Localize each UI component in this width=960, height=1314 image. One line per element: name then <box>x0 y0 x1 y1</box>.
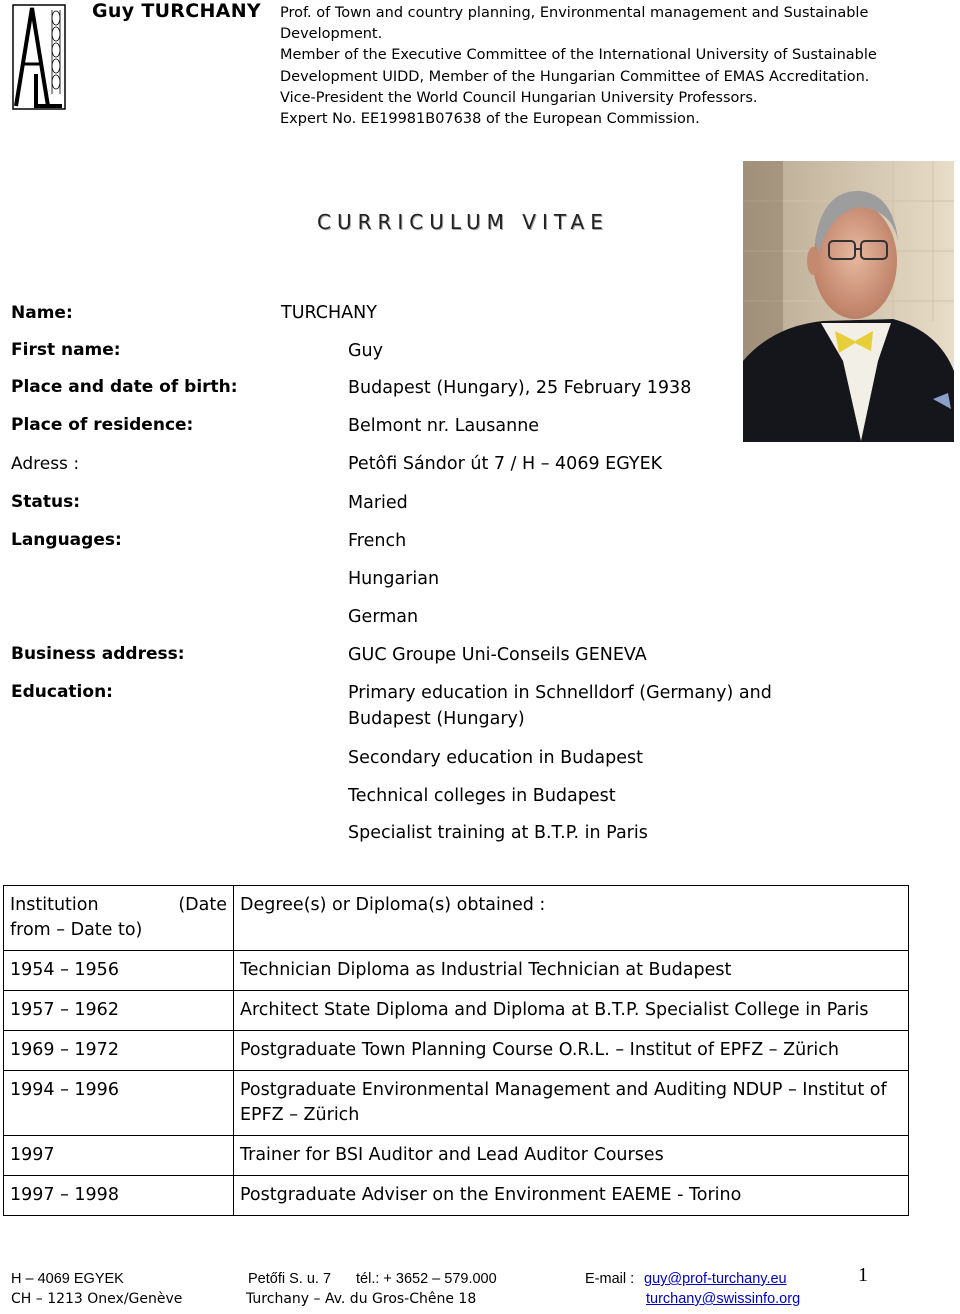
footer-email-label: E-mail : <box>585 1271 635 1287</box>
table-header-row <box>4 886 909 951</box>
languages-label: Languages: <box>11 530 122 550</box>
education-item: Specialist training at B.T.P. in Paris <box>348 823 648 843</box>
name-label: Name: <box>11 303 73 323</box>
language-item: French <box>348 531 407 551</box>
birth-label: Place and date of birth: <box>11 377 238 397</box>
language-item: German <box>348 607 419 627</box>
dates-cell: 1994 – 1996 <box>4 1071 234 1136</box>
degrees-table <box>3 885 909 1216</box>
email-link-primary[interactable]: guy@prof-turchany.eu <box>644 1271 787 1287</box>
status-label: Status: <box>11 492 80 512</box>
degree-cell: Postgraduate Adviser on the Environment EAEME - Torino <box>234 1176 909 1216</box>
degree-cell: Technician Diploma as Industrial Technician at Budapest <box>234 951 909 991</box>
header-credentials <box>280 3 900 130</box>
business-address-value: GUC Groupe Uni-Conseils GENEVA <box>348 645 647 665</box>
degree-cell: Postgraduate Environmental Management and Auditing NDUP – Institut of EPFZ – Zürich <box>234 1071 909 1136</box>
dates-cell: 1954 – 1956 <box>4 951 234 991</box>
residence-label: Place of residence: <box>11 415 194 435</box>
header-name: Guy TURCHANY <box>92 0 261 22</box>
table-row <box>4 991 909 1031</box>
education-item: Secondary education in Budapest <box>348 748 643 768</box>
first-name-value: Guy <box>348 341 384 361</box>
first-name-label: First name: <box>11 340 121 360</box>
degree-cell: Postgraduate Town Planning Course O.R.L. – Institut of EPFZ – Zürich <box>234 1031 909 1071</box>
footer-phone: tél.: + 3652 – 579.000 <box>356 1271 497 1287</box>
table-row <box>4 1031 909 1071</box>
table-row <box>4 1136 909 1176</box>
email-link-secondary[interactable]: turchany@swissinfo.org <box>646 1291 801 1307</box>
education-item: Primary education in Schnelldorf (Germany) and Budapest (Hungary) <box>348 683 772 729</box>
header-cell-degree: Degree(s) or Diploma(s) obtained : <box>234 886 909 951</box>
education-label: Education: <box>11 682 113 702</box>
address-label: Adress : <box>11 454 80 474</box>
header-line: Vice-President the World Council Hungarian University Professors. <box>280 89 758 106</box>
footer-street-hu: Petőfi S. u. 7 <box>248 1271 332 1287</box>
dates-cell: 1997 <box>4 1136 234 1176</box>
header-line: Prof. of Town and country planning, Environmental management and Sustainable Development. <box>280 5 869 43</box>
birth-value: Budapest (Hungary), 25 February 1938 <box>348 378 692 398</box>
name-value: TURCHANY <box>281 303 377 323</box>
degree-cell: Trainer for BSI Auditor and Lead Auditor Courses <box>234 1136 909 1176</box>
dates-cell: 1969 – 1972 <box>4 1031 234 1071</box>
footer-street-ch: Turchany – Av. du Gros-Chêne 18 <box>246 1291 477 1307</box>
table-row <box>4 951 909 991</box>
business-address-label: Business address: <box>11 644 185 664</box>
table-row <box>4 1071 909 1136</box>
table-row <box>4 1176 909 1216</box>
footer-address-hu: H – 4069 EGYEK <box>11 1271 124 1287</box>
footer-address-ch: CH – 1213 Onex/Genève <box>11 1291 183 1307</box>
address-value: Petôfi Sándor út 7 / H – 4069 EGYEK <box>348 454 663 474</box>
document-title: CURRICULUM VITAE <box>317 210 609 234</box>
header-line: Member of the Executive Committee of the International University of Sustainable Development UIDD, Member of the Hungarian Committee of EMAS Accreditation. <box>280 47 877 85</box>
status-value: Maried <box>348 493 408 513</box>
degree-cell: Architect State Diploma and Diploma at B.T.P. Specialist College in Paris <box>234 991 909 1031</box>
dates-cell: 1997 – 1998 <box>4 1176 234 1216</box>
education-item: Technical colleges in Budapest <box>348 786 616 806</box>
residence-value: Belmont nr. Lausanne <box>348 416 540 436</box>
header-cell-institution: Institution (Date from – Date to) <box>4 886 234 951</box>
language-item: Hungarian <box>348 569 440 589</box>
page-number: 1 <box>858 1264 868 1286</box>
header-line: Expert No. EE19981B07638 of the European Commission. <box>280 111 700 128</box>
dates-cell: 1957 – 1962 <box>4 991 234 1031</box>
logo <box>12 4 66 110</box>
